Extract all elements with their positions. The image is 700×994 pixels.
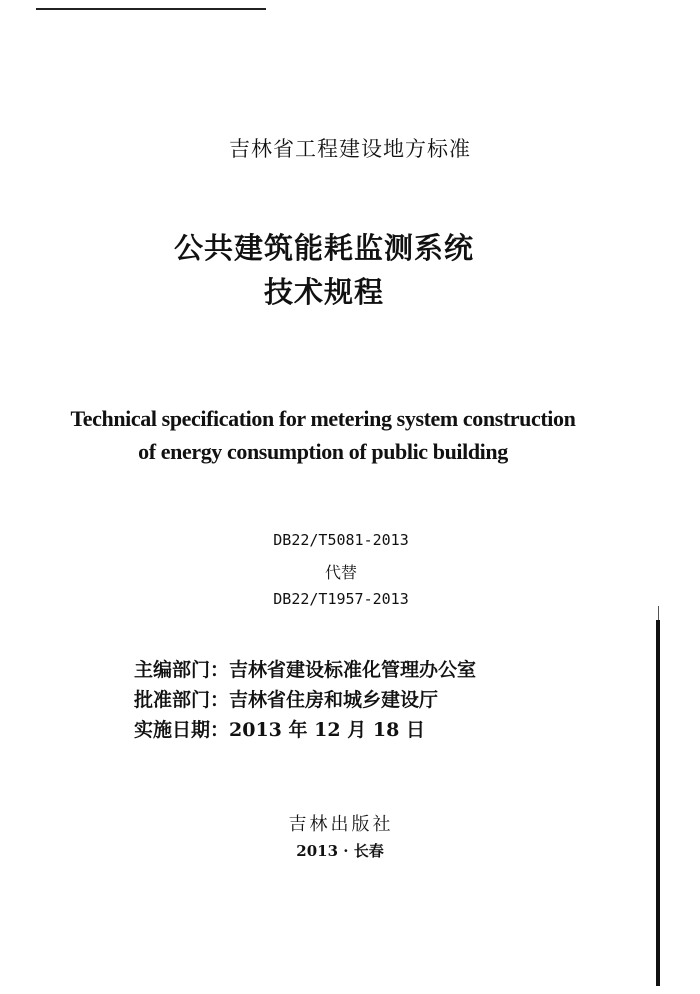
year-char: 年 xyxy=(288,719,308,741)
replaced-code: DB22/T1957-2013 xyxy=(273,590,409,608)
approval-value: 吉林省住房和城乡建设厅 xyxy=(229,689,439,711)
publish-separator: · xyxy=(343,842,349,860)
chief-editor-label: 主编部门： xyxy=(134,659,230,681)
chief-editor-value: 吉林省建设标准化管理办公室 xyxy=(229,659,477,681)
approval-line xyxy=(134,685,438,712)
standard-series: 吉林省工程建设地方标准 xyxy=(229,137,471,161)
effective-month: 12 xyxy=(314,719,341,741)
page-edge-bar xyxy=(656,620,660,986)
title-en-line2: of energy consumption of public building xyxy=(138,439,508,464)
chief-editor-line xyxy=(134,655,476,682)
publish-city: 长春 xyxy=(353,842,384,860)
approval-label: 批准部门： xyxy=(134,689,230,711)
publisher: 吉林出版社 xyxy=(288,814,394,835)
title-cn-line1: 公共建筑能耗监测系统 xyxy=(173,231,474,265)
page-edge-mark xyxy=(658,606,659,620)
publish-year: 2013 xyxy=(296,842,339,860)
publish-info xyxy=(0,840,690,861)
effective-date-label: 实施日期： xyxy=(134,719,230,741)
title-cn-line2: 技术规程 xyxy=(263,275,384,309)
replaces-label: 代替 xyxy=(324,563,357,582)
standard-code: DB22/T5081-2013 xyxy=(273,531,409,549)
effective-day: 18 xyxy=(372,719,400,741)
effective-date-line xyxy=(134,715,425,742)
month-char: 月 xyxy=(347,719,367,741)
title-en-line1: Technical specification for metering system construction xyxy=(70,406,576,431)
effective-year: 2013 xyxy=(229,719,282,741)
top-rule xyxy=(36,8,266,10)
day-char: 日 xyxy=(405,719,425,741)
